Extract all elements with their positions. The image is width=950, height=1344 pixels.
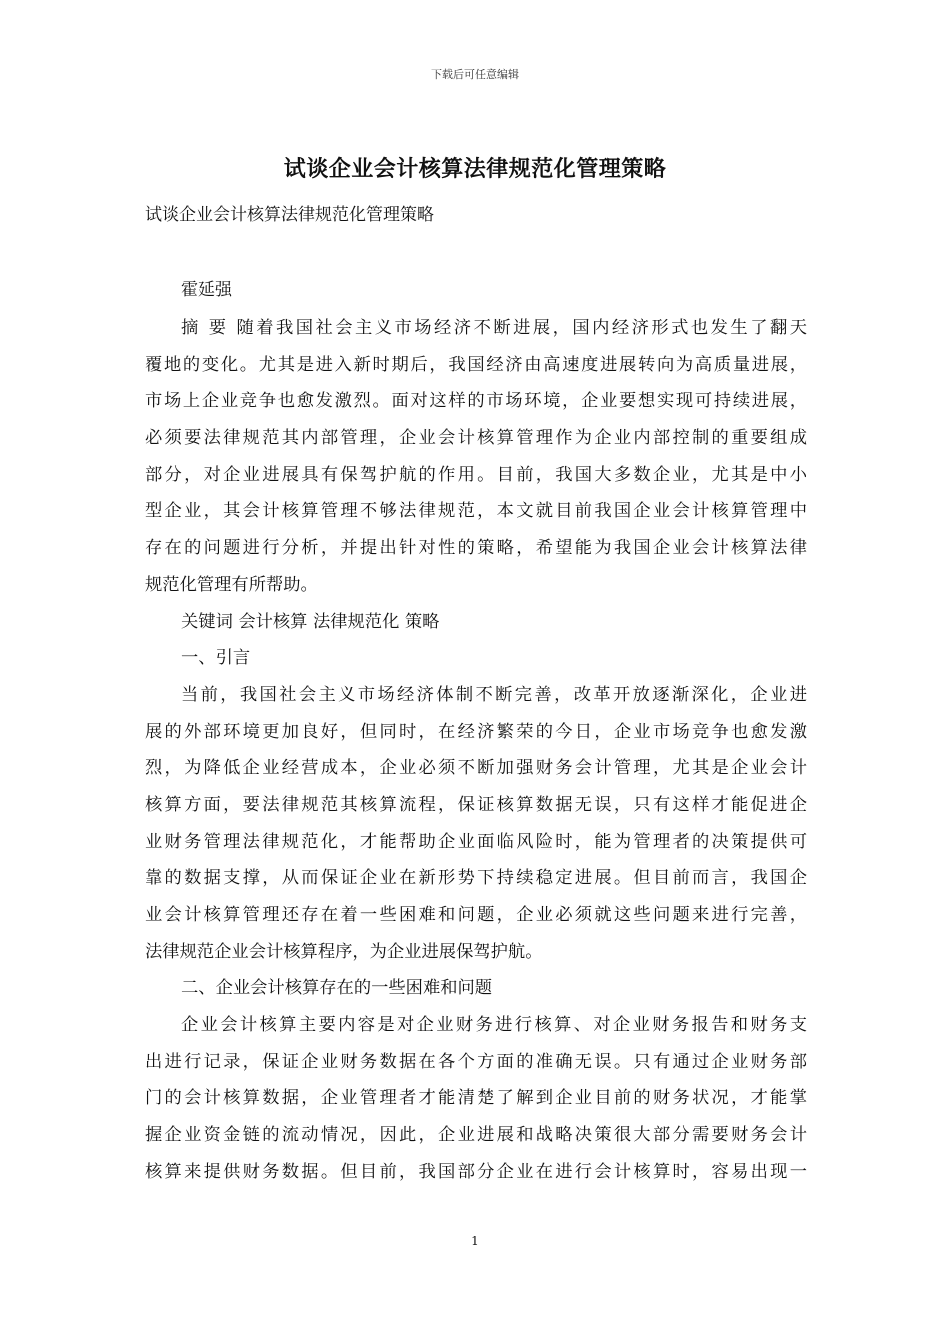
paragraph-line: 企业会计核算主要内容是对企业财务进行核算、对企业财务报告和财务支 [181,1015,807,1036]
author-name: 霍延强 [181,280,232,300]
paragraph-line: 门的会计核算数据，企业管理者才能清楚了解到企业目前的财务状况，才能掌 [145,1088,807,1109]
section-heading-problems: 二、企业会计核算存在的一些困难和问题 [181,978,493,999]
paragraph-line: 业财务管理法律规范化，才能帮助企业面临风险时，能为管理者的决策提供可 [145,831,807,852]
body-text [145,310,807,1191]
abstract-line: 规范化管理有所帮助。 [145,574,318,595]
paragraph-line: 烈，为降低企业经营成本，企业必须不断加强财务会计管理，尤其是企业会计 [145,758,807,779]
paragraph-line: 出进行记录，保证企业财务数据在各个方面的准确无误。只有通过企业财务部 [145,1051,807,1072]
abstract-line: 摘 要 随着我国社会主义市场经济不断进展，国内经济形式也发生了翻天 [181,318,807,338]
abstract-line: 必须要法律规范其内部管理，企业会计核算管理作为企业内部控制的重要组成 [145,428,807,449]
keywords-line: 关键词 会计核算 法律规范化 策略 [181,611,440,632]
paragraph-line: 核算方面，要法律规范其核算流程，保证核算数据无误，只有这样才能促进企 [145,794,807,815]
section-heading-intro: 一、引言 [181,648,251,669]
page-header: 下载后可任意编辑 [431,68,519,81]
paragraph-line: 核算来提供财务数据。但目前，我国部分企业在进行会计核算时，容易出现一 [145,1161,807,1182]
abstract-line: 部分，对企业进展具有保驾护航的作用。目前，我国大多数企业，尤其是中小 [145,464,807,485]
abstract-line: 型企业，其会计核算管理不够法律规范，本文就目前我国企业会计核算管理中 [145,501,807,522]
paragraph-line: 握企业资金链的流动情况，因此，企业进展和战略决策很大部分需要财务会计 [145,1125,807,1146]
document-title: 试谈企业会计核算法律规范化管理策略 [283,156,667,182]
abstract-line: 覆地的变化。尤其是进入新时期后，我国经济由高速度进展转向为高质量进展， [145,354,807,375]
paragraph-line: 当前，我国社会主义市场经济体制不断完善，改革开放逐渐深化，企业进 [181,684,807,705]
paragraph-line: 业会计核算管理还存在着一些困难和问题，企业必须就这些问题来进行完善， [145,905,807,925]
abstract-line: 市场上企业竞争也愈发激烈。面对这样的市场环境，企业要想实现可持续进展， [145,391,807,412]
abstract-line: 存在的问题进行分析，并提出针对性的策略，希望能为我国企业会计核算法律 [145,538,807,559]
document-subtitle: 试谈企业会计核算法律规范化管理策略 [145,205,434,225]
paragraph-line: 靠的数据支撑，从而保证企业在新形势下持续稳定进展。但目前而言，我国企 [145,868,807,889]
paragraph-line: 法律规范企业会计核算程序，为企业进展保驾护航。 [145,941,543,962]
page-number: 1 [471,1234,479,1248]
paragraph-line: 展的外部环境更加良好，但同时，在经济繁荣的今日，企业市场竞争也愈发激 [145,721,807,742]
